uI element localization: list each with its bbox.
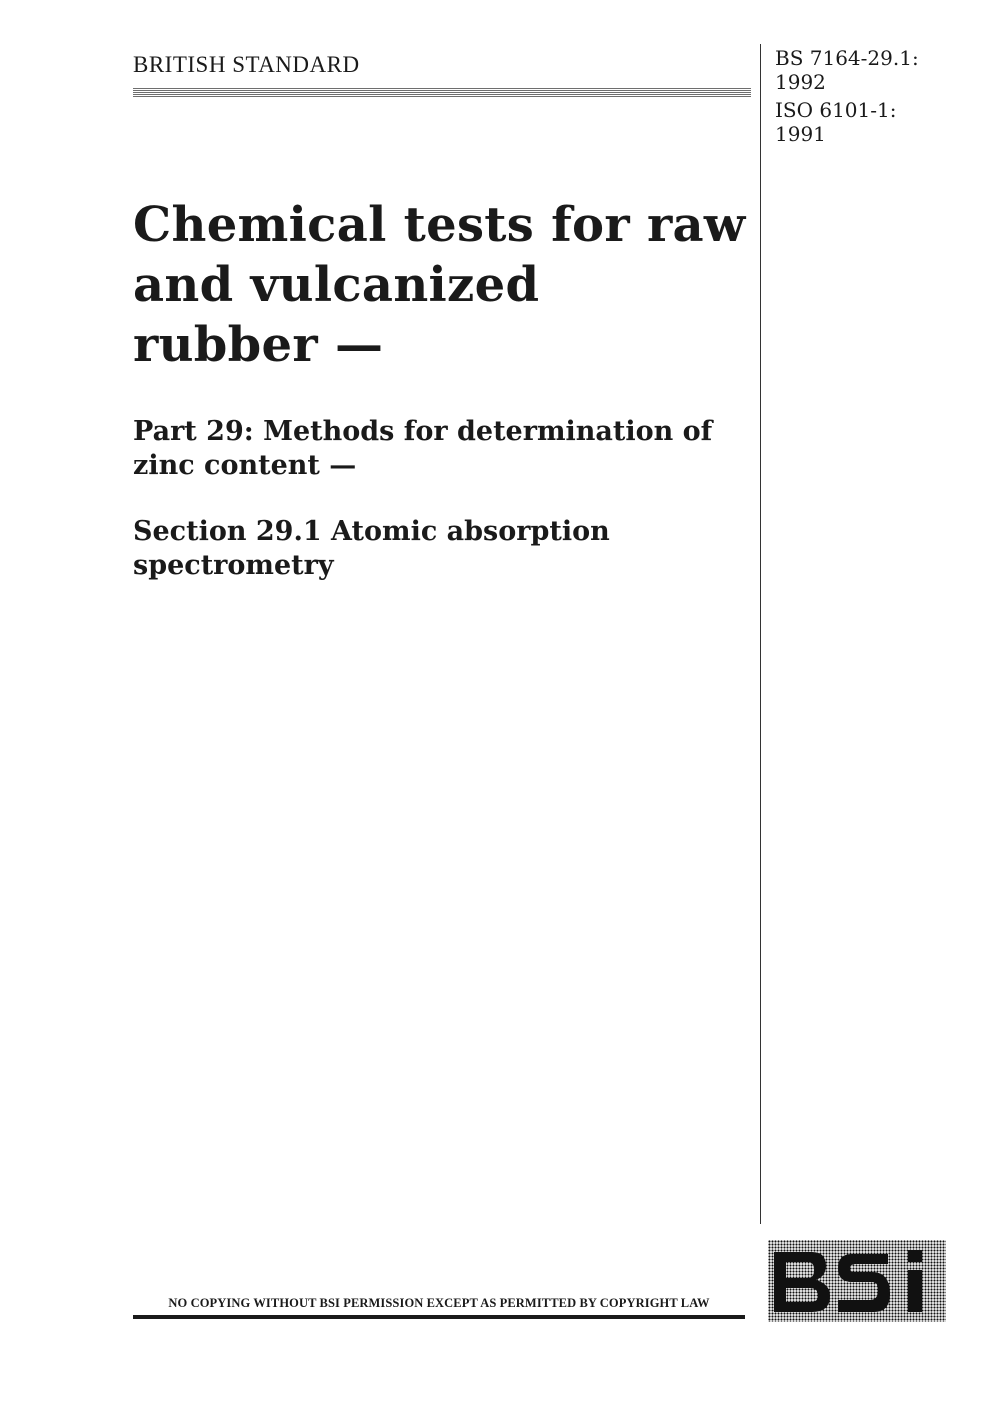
title-line: and vulcanized	[133, 257, 540, 313]
document-title	[133, 195, 746, 375]
part-title-line: zinc content —	[133, 450, 357, 481]
bottom-rule	[133, 1315, 745, 1319]
copyright-notice: NO COPYING WITHOUT BSI PERMISSION EXCEPT AS PERMITTED BY COPYRIGHT LAW	[168, 1296, 710, 1310]
bsi-logo	[768, 1240, 946, 1322]
header-label: BRITISH STANDARD	[133, 52, 360, 77]
iso-number: ISO 6101-1:	[775, 98, 897, 122]
iso-year: 1991	[775, 122, 826, 146]
part-title	[133, 415, 743, 483]
standard-numbers	[775, 46, 919, 146]
title-line: rubber —	[133, 317, 384, 373]
section-title-line: spectrometry	[133, 550, 334, 581]
part-title-line: Part 29: Methods for determination of	[133, 416, 713, 447]
vertical-divider	[760, 44, 761, 1224]
bs-year: 1992	[775, 70, 826, 94]
section-title	[133, 515, 743, 583]
header-rule	[133, 88, 751, 98]
title-line: Chemical tests for raw	[133, 197, 746, 253]
section-title-line: Section 29.1 Atomic absorption	[133, 516, 610, 547]
bs-number: BS 7164-29.1:	[775, 46, 919, 70]
